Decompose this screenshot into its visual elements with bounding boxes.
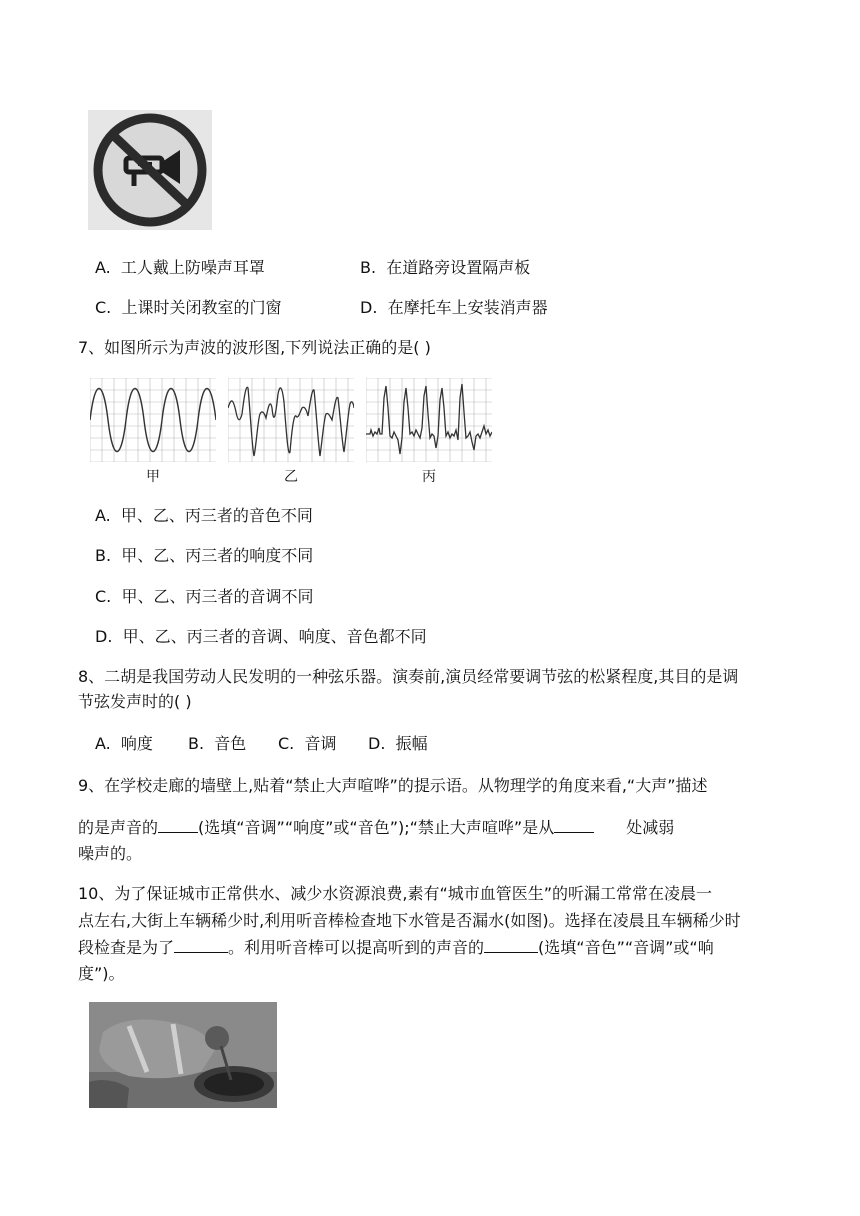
q9-blank-2[interactable] [554, 818, 594, 833]
q10-blank-1[interactable] [174, 938, 228, 953]
q8-stem-line1: 8、二胡是我国劳动人民发明的一种弦乐器。演奏前,演员经常要调节弦的松紧程度,其目的是调 [78, 667, 739, 686]
waveform-label-jia: 甲 [146, 469, 160, 485]
q7-option-d: D. 甲、乙、丙三者的音调、响度、音色都不同 [95, 627, 427, 646]
listening-worker-photo [89, 1002, 277, 1108]
q8-option-b: B. 音色 [188, 734, 247, 753]
q6-option-c: C. 上课时关闭教室的门窗 [95, 298, 282, 317]
q9-stem-line1: 9、在学校走廊的墙壁上,贴着“禁止大声喧哗”的提示语。从物理学的角度来看,“大声”描述 [78, 776, 708, 795]
q9-blank-1[interactable] [158, 818, 198, 833]
q8-option-a: A. 响度 [95, 734, 153, 753]
q6-option-b: B. 在道路旁设置隔声板 [360, 258, 531, 277]
q9-stem-line3: 噪声的。 [78, 844, 143, 863]
waveform-bing-image [366, 378, 492, 462]
q9-stem-line2: 的是声音的 (选填“音调”“响度”或“音色”);“禁止大声喧哗”是从 处减弱 [78, 818, 675, 837]
q10-stem-line4: 度”)。 [78, 964, 125, 983]
q10-stem-line1: 10、为了保证城市正常供水、减少水资源浪费,素有“城市血管医生”的听漏工常常在凌晨一 [78, 884, 713, 903]
q8-stem-line2: 节弦发声时的( ) [78, 692, 192, 711]
waveform-jia-image [90, 378, 216, 462]
q6-option-a: A. 工人戴上防噪声耳罩 [95, 258, 265, 277]
q7-option-c: C. 甲、乙、丙三者的音调不同 [95, 587, 314, 606]
waveform-yi-image [228, 378, 354, 462]
q7-option-a: A. 甲、乙、丙三者的音色不同 [95, 506, 313, 525]
waveform-label-bing: 丙 [422, 469, 436, 485]
q10-stem-line2: 点左右,大街上车辆稀少时,利用听音棒检查地下水管是否漏水(如图)。选择在凌晨且车辆稀少时 [78, 911, 741, 930]
q8-option-c: C. 音调 [278, 734, 337, 753]
q8-option-d: D. 振幅 [368, 734, 428, 753]
no-horn-sign-image [88, 110, 212, 230]
q10-blank-2[interactable] [484, 938, 538, 953]
waveform-label-yi: 乙 [284, 469, 298, 485]
q7-stem: 7、如图所示为声波的波形图,下列说法正确的是( ) [78, 338, 431, 357]
q10-stem-line3: 段检查是为了 。利用听音棒可以提高听到的声音的 (选填“音色”“音调”或“响 [78, 938, 714, 957]
q7-option-b: B. 甲、乙、丙三者的响度不同 [95, 546, 314, 565]
q6-option-d: D. 在摩托车上安装消声器 [360, 298, 548, 317]
